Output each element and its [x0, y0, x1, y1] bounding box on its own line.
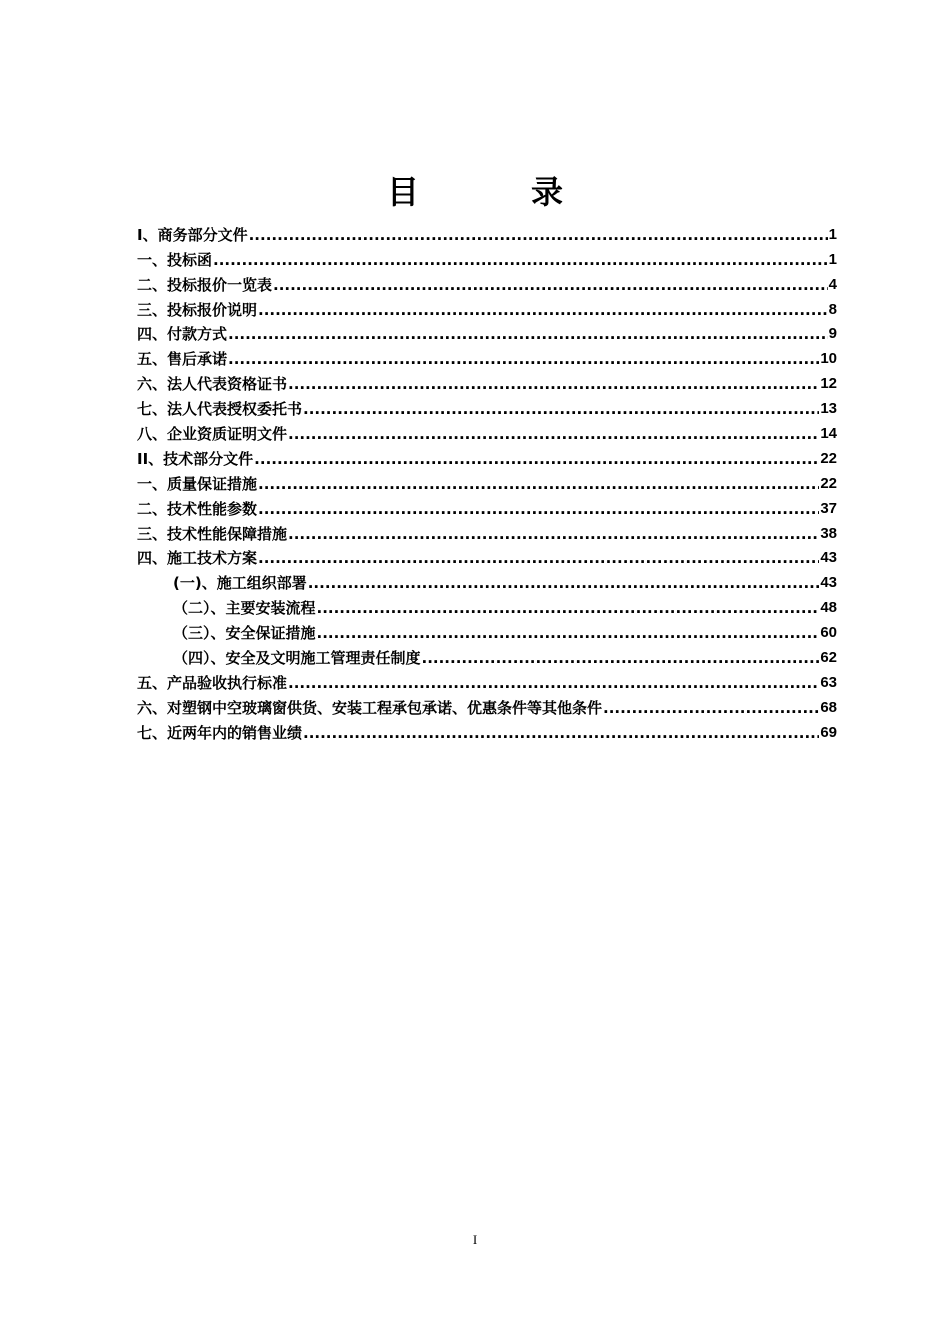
toc-dot-leader [228, 324, 828, 344]
toc-entry-page-number: 69 [820, 723, 837, 741]
toc-entry-page-number: 12 [820, 375, 837, 393]
toc-dot-leader [258, 300, 828, 320]
toc-entry-page-number: 22 [820, 449, 837, 467]
toc-entry[interactable] [137, 494, 837, 519]
toc-entry-label: 四、付款方式 [137, 325, 228, 344]
toc-entry-label: 六、法人代表资格证书 [137, 375, 288, 394]
page-title: 目 录 [386, 173, 603, 211]
toc-dot-leader [317, 598, 820, 618]
toc-entry[interactable] [137, 643, 837, 668]
toc-entry-page-number: 48 [820, 599, 837, 617]
toc-entry[interactable] [137, 544, 837, 569]
toc-entry[interactable] [137, 270, 837, 295]
toc-entry-page-number: 14 [820, 425, 837, 443]
toc-entry-label: 六、对塑钢中空玻璃窗供货、安装工程承包承诺、优惠条件等其他条件 [137, 698, 603, 717]
toc-entry-page-number: 10 [820, 350, 837, 368]
toc-entry-page-number: 43 [820, 574, 837, 592]
table-of-contents [137, 220, 837, 743]
toc-entry[interactable] [137, 519, 837, 544]
toc-dot-leader [288, 524, 819, 544]
toc-entry-page-number: 68 [820, 698, 837, 716]
toc-entry[interactable] [137, 718, 837, 743]
toc-entry[interactable] [137, 320, 837, 345]
toc-entry-label: 三、技术性能保障措施 [137, 524, 288, 543]
toc-entry[interactable] [137, 668, 837, 693]
toc-entry-page-number: 1 [828, 225, 837, 243]
toc-entry-label: (一)、施工组织部署 [173, 574, 307, 593]
toc-entry-label: 五、产品验收执行标准 [137, 673, 288, 692]
toc-dot-leader [308, 573, 820, 593]
toc-entry-page-number: 62 [820, 649, 837, 667]
toc-dot-leader [228, 349, 819, 369]
toc-dot-leader [317, 623, 820, 643]
toc-dot-leader [288, 673, 819, 693]
toc-entry-label: 七、近两年内的销售业绩 [137, 723, 303, 742]
toc-entry-page-number: 60 [820, 624, 837, 642]
toc-entry-label: 一、质量保证措施 [137, 474, 258, 493]
toc-dot-leader [422, 648, 820, 668]
toc-entry-label: 三、投标报价说明 [137, 300, 258, 319]
toc-dot-leader [288, 424, 819, 444]
toc-entry[interactable] [137, 693, 837, 718]
toc-entry-label: 二、投标报价一览表 [137, 275, 273, 294]
toc-dot-leader [254, 449, 819, 469]
toc-entry-label: II、技术部分文件 [137, 449, 254, 468]
toc-entry-page-number: 38 [820, 524, 837, 542]
toc-entry[interactable] [137, 369, 837, 394]
toc-entry-page-number: 4 [828, 275, 837, 293]
toc-entry-page-number: 63 [820, 673, 837, 691]
toc-entry-page-number: 1 [828, 250, 837, 268]
toc-entry[interactable] [137, 220, 837, 245]
toc-entry[interactable] [137, 444, 837, 469]
toc-dot-leader [258, 548, 819, 568]
toc-entry-label: 二、技术性能参数 [137, 499, 258, 518]
toc-entry[interactable] [137, 245, 837, 270]
toc-entry-label: 四、施工技术方案 [137, 549, 258, 568]
toc-entry[interactable] [137, 469, 837, 494]
toc-dot-leader [213, 250, 828, 270]
toc-dot-leader [273, 275, 828, 295]
toc-entry[interactable] [137, 419, 837, 444]
toc-entry-label: （三）、安全保证措施 [173, 624, 316, 643]
toc-entry[interactable] [137, 618, 837, 643]
toc-entry-page-number: 22 [820, 474, 837, 492]
toc-dot-leader [258, 499, 819, 519]
toc-entry[interactable] [137, 593, 837, 618]
toc-entry[interactable] [137, 295, 837, 320]
toc-dot-leader [258, 474, 819, 494]
toc-entry-page-number: 13 [820, 400, 837, 418]
toc-entry[interactable] [137, 394, 837, 419]
toc-dot-leader [303, 399, 819, 419]
toc-entry-label: （四）、安全及文明施工管理责任制度 [173, 649, 421, 668]
toc-entry[interactable] [137, 344, 837, 369]
toc-dot-leader [303, 723, 819, 743]
toc-entry-label: （二）、主要安装流程 [173, 599, 316, 618]
toc-entry-label: I、商务部分文件 [137, 225, 248, 244]
toc-entry-page-number: 8 [828, 300, 837, 318]
toc-entry-label: 五、售后承诺 [137, 350, 228, 369]
toc-entry-label: 八、企业资质证明文件 [137, 425, 288, 444]
toc-dot-leader [249, 225, 828, 245]
toc-dot-leader [288, 374, 819, 394]
toc-entry-page-number: 43 [820, 549, 837, 567]
toc-dot-leader [603, 698, 819, 718]
toc-entry-page-number: 9 [828, 325, 837, 343]
toc-entry-page-number: 37 [820, 499, 837, 517]
toc-entry-label: 七、法人代表授权委托书 [137, 400, 303, 419]
page-number: I [472, 1232, 478, 1247]
toc-entry-label: 一、投标函 [137, 250, 213, 269]
toc-entry[interactable] [137, 568, 837, 593]
